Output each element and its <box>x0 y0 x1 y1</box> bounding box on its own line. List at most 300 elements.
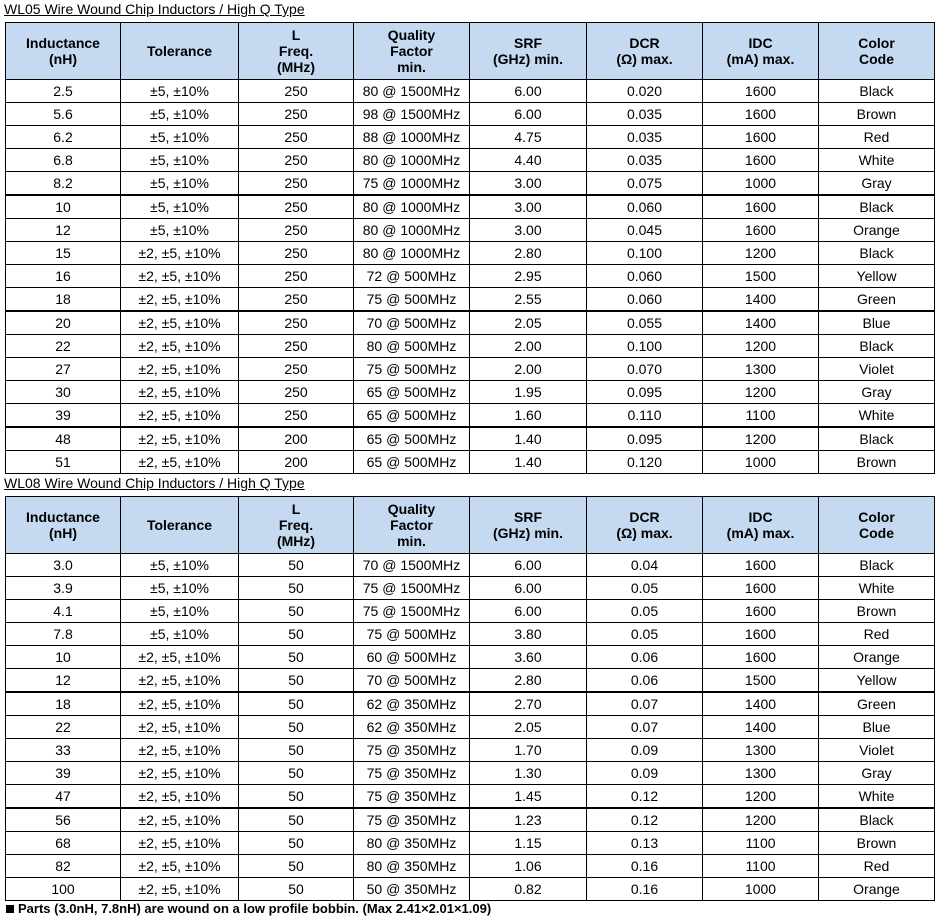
color-code-cell: Red <box>819 126 935 149</box>
inductance-cell: 5.6 <box>6 103 121 126</box>
color-code-cell: Red <box>819 623 935 646</box>
tolerance-cell: ±5, ±10% <box>121 172 239 196</box>
idc-cell: 1300 <box>703 762 819 785</box>
header-label-line: Tolerance <box>146 517 213 533</box>
header-label-line: (mA) max. <box>726 51 795 67</box>
srf-cell: 1.70 <box>470 739 587 762</box>
idc-cell: 1000 <box>703 172 819 196</box>
frequency-cell: 50 <box>239 739 354 762</box>
tolerance-cell: ±2, ±5, ±10% <box>121 692 239 716</box>
inductance-cell: 30 <box>6 381 121 404</box>
srf-cell: 1.23 <box>470 808 587 832</box>
srf-header <box>470 23 587 80</box>
quality-factor-cell: 70 @ 500MHz <box>354 311 470 335</box>
srf-cell: 0.82 <box>470 878 587 901</box>
table-row <box>6 554 935 577</box>
frequency-cell: 50 <box>239 554 354 577</box>
color-code-cell: Black <box>819 80 935 103</box>
idc-cell: 1500 <box>703 265 819 288</box>
header-label-line: Factor <box>390 43 433 59</box>
table-row <box>6 335 935 358</box>
srf-cell: 3.00 <box>470 219 587 242</box>
color-code-cell: Black <box>819 195 935 219</box>
frequency-cell: 50 <box>239 785 354 809</box>
srf-cell: 1.60 <box>470 404 587 428</box>
tolerance-cell: ±2, ±5, ±10% <box>121 855 239 878</box>
frequency-cell: 250 <box>239 103 354 126</box>
table-row <box>6 808 935 832</box>
inductance-cell: 18 <box>6 692 121 716</box>
tolerance-header <box>121 23 239 80</box>
inductance-cell: 100 <box>6 878 121 901</box>
header-label-line: Freq. <box>278 517 314 533</box>
header-label-line: SRF <box>514 509 542 525</box>
dcr-cell: 0.110 <box>587 404 703 428</box>
table-row <box>6 692 935 716</box>
table-row <box>6 288 935 312</box>
quality-factor-cell: 62 @ 350MHz <box>354 716 470 739</box>
section-title-wl08: WL08 Wire Wound Chip Inductors / High Q Type <box>4 475 305 491</box>
idc-cell: 1400 <box>703 692 819 716</box>
tolerance-cell: ±2, ±5, ±10% <box>121 808 239 832</box>
frequency-cell: 250 <box>239 126 354 149</box>
table-row <box>6 646 935 669</box>
frequency-cell: 250 <box>239 80 354 103</box>
srf-cell: 4.40 <box>470 149 587 172</box>
srf-cell: 3.00 <box>470 172 587 196</box>
color-code-cell: Blue <box>819 716 935 739</box>
header-label-line: Quality <box>387 501 436 517</box>
dcr-cell: 0.07 <box>587 716 703 739</box>
srf-cell: 2.05 <box>470 311 587 335</box>
header-label-line: Tolerance <box>146 43 213 59</box>
header-label-line: min. <box>397 533 426 549</box>
color-code-cell: Gray <box>819 381 935 404</box>
quality-factor-cell: 75 @ 500MHz <box>354 623 470 646</box>
color-code-cell: White <box>819 785 935 809</box>
color-code-cell: Green <box>819 692 935 716</box>
idc-cell: 1000 <box>703 451 819 474</box>
table-row <box>6 172 935 196</box>
dcr-cell: 0.05 <box>587 600 703 623</box>
frequency-cell: 50 <box>239 646 354 669</box>
dcr-cell: 0.05 <box>587 623 703 646</box>
table-row <box>6 358 935 381</box>
inductance-cell: 7.8 <box>6 623 121 646</box>
quality-factor-header <box>354 23 470 80</box>
inductance-cell: 51 <box>6 451 121 474</box>
header-row <box>6 23 935 80</box>
header-label-line: SRF <box>514 35 542 51</box>
inductance-header <box>6 23 121 80</box>
dcr-cell: 0.05 <box>587 577 703 600</box>
dcr-cell: 0.060 <box>587 195 703 219</box>
spec-table-wl08 <box>5 496 935 901</box>
frequency-cell: 250 <box>239 219 354 242</box>
frequency-cell: 250 <box>239 358 354 381</box>
frequency-header <box>239 23 354 80</box>
frequency-cell: 250 <box>239 149 354 172</box>
header-label-line: Color <box>858 35 895 51</box>
color-code-cell: Blue <box>819 311 935 335</box>
srf-cell: 6.00 <box>470 80 587 103</box>
idc-cell: 1600 <box>703 623 819 646</box>
dcr-cell: 0.13 <box>587 832 703 855</box>
quality-factor-cell: 70 @ 1500MHz <box>354 554 470 577</box>
header-label-line: Inductance <box>26 35 100 51</box>
tolerance-cell: ±5, ±10% <box>121 623 239 646</box>
srf-cell: 6.00 <box>470 600 587 623</box>
inductance-cell: 33 <box>6 739 121 762</box>
inductance-cell: 2.5 <box>6 80 121 103</box>
dcr-cell: 0.100 <box>587 242 703 265</box>
table-row <box>6 600 935 623</box>
tolerance-cell: ±5, ±10% <box>121 149 239 172</box>
srf-cell: 6.00 <box>470 577 587 600</box>
tolerance-cell: ±5, ±10% <box>121 103 239 126</box>
tolerance-cell: ±5, ±10% <box>121 554 239 577</box>
inductance-cell: 22 <box>6 716 121 739</box>
tolerance-cell: ±2, ±5, ±10% <box>121 669 239 693</box>
table-row <box>6 80 935 103</box>
frequency-cell: 50 <box>239 808 354 832</box>
idc-cell: 1400 <box>703 311 819 335</box>
header-row <box>6 497 935 554</box>
inductance-cell: 16 <box>6 265 121 288</box>
color-code-cell: Orange <box>819 219 935 242</box>
header-label-line: Color <box>858 509 895 525</box>
frequency-cell: 50 <box>239 716 354 739</box>
srf-cell: 6.00 <box>470 103 587 126</box>
srf-cell: 2.05 <box>470 716 587 739</box>
srf-cell: 3.00 <box>470 195 587 219</box>
header-label-line: Freq. <box>278 43 314 59</box>
tolerance-cell: ±2, ±5, ±10% <box>121 427 239 451</box>
quality-factor-cell: 80 @ 1500MHz <box>354 80 470 103</box>
tolerance-cell: ±2, ±5, ±10% <box>121 762 239 785</box>
dcr-header <box>587 497 703 554</box>
inductance-cell: 10 <box>6 646 121 669</box>
srf-cell: 2.80 <box>470 242 587 265</box>
table-row <box>6 762 935 785</box>
header-label-line: (MHz) <box>276 59 316 75</box>
color-code-cell: Brown <box>819 832 935 855</box>
frequency-cell: 200 <box>239 451 354 474</box>
inductance-cell: 4.1 <box>6 600 121 623</box>
inductance-cell: 39 <box>6 762 121 785</box>
frequency-cell: 250 <box>239 288 354 312</box>
spec-table-wl05 <box>5 22 935 474</box>
inductance-cell: 47 <box>6 785 121 809</box>
table-row <box>6 103 935 126</box>
tolerance-cell: ±2, ±5, ±10% <box>121 739 239 762</box>
header-label-line: (Ω) max. <box>616 525 673 541</box>
table-row <box>6 716 935 739</box>
idc-cell: 1200 <box>703 808 819 832</box>
header-label-line: IDC <box>748 509 773 525</box>
frequency-cell: 50 <box>239 600 354 623</box>
table-row <box>6 577 935 600</box>
frequency-cell: 250 <box>239 381 354 404</box>
dcr-cell: 0.16 <box>587 855 703 878</box>
color-code-cell: Orange <box>819 646 935 669</box>
idc-cell: 1200 <box>703 381 819 404</box>
tolerance-cell: ±2, ±5, ±10% <box>121 832 239 855</box>
header-label-line: Code <box>859 525 894 541</box>
idc-cell: 1200 <box>703 427 819 451</box>
header-label-line: (nH) <box>49 51 77 67</box>
color-code-cell: Red <box>819 855 935 878</box>
quality-factor-cell: 72 @ 500MHz <box>354 265 470 288</box>
color-code-cell: White <box>819 404 935 428</box>
color-code-cell: Black <box>819 554 935 577</box>
srf-cell: 4.75 <box>470 126 587 149</box>
header-label-line: DCR <box>629 509 660 525</box>
tolerance-cell: ±5, ±10% <box>121 577 239 600</box>
header-label-line: Quality <box>387 27 436 43</box>
color-code-cell: White <box>819 149 935 172</box>
dcr-cell: 0.09 <box>587 739 703 762</box>
tolerance-cell: ±2, ±5, ±10% <box>121 265 239 288</box>
tolerance-cell: ±2, ±5, ±10% <box>121 646 239 669</box>
inductance-cell: 8.2 <box>6 172 121 196</box>
frequency-cell: 250 <box>239 195 354 219</box>
idc-cell: 1400 <box>703 716 819 739</box>
dcr-cell: 0.070 <box>587 358 703 381</box>
inductance-cell: 20 <box>6 311 121 335</box>
dcr-cell: 0.035 <box>587 126 703 149</box>
idc-cell: 1300 <box>703 739 819 762</box>
idc-cell: 1600 <box>703 554 819 577</box>
frequency-cell: 50 <box>239 623 354 646</box>
srf-cell: 3.60 <box>470 646 587 669</box>
inductance-cell: 6.2 <box>6 126 121 149</box>
inductance-cell: 27 <box>6 358 121 381</box>
inductance-cell: 15 <box>6 242 121 265</box>
srf-cell: 2.95 <box>470 265 587 288</box>
color-code-cell: Violet <box>819 358 935 381</box>
frequency-cell: 250 <box>239 311 354 335</box>
table-row <box>6 739 935 762</box>
inductance-cell: 68 <box>6 832 121 855</box>
idc-cell: 1600 <box>703 126 819 149</box>
color-code-header <box>819 23 935 80</box>
color-code-cell: Black <box>819 427 935 451</box>
color-code-cell: Violet <box>819 739 935 762</box>
inductance-cell: 10 <box>6 195 121 219</box>
tolerance-cell: ±5, ±10% <box>121 195 239 219</box>
quality-factor-cell: 70 @ 500MHz <box>354 669 470 693</box>
inductance-cell: 3.0 <box>6 554 121 577</box>
dcr-cell: 0.120 <box>587 451 703 474</box>
dcr-cell: 0.12 <box>587 785 703 809</box>
inductance-cell: 12 <box>6 219 121 242</box>
quality-factor-cell: 75 @ 500MHz <box>354 288 470 312</box>
tolerance-header <box>121 497 239 554</box>
inductance-header <box>6 497 121 554</box>
quality-factor-cell: 62 @ 350MHz <box>354 692 470 716</box>
table-row <box>6 623 935 646</box>
color-code-cell: Brown <box>819 451 935 474</box>
header-label-line: IDC <box>748 35 773 51</box>
table-row <box>6 242 935 265</box>
idc-cell: 1100 <box>703 855 819 878</box>
table-row <box>6 265 935 288</box>
header-label-line: Code <box>859 51 894 67</box>
table-row <box>6 311 935 335</box>
frequency-cell: 50 <box>239 669 354 693</box>
srf-cell: 6.00 <box>470 554 587 577</box>
dcr-cell: 0.100 <box>587 335 703 358</box>
color-code-cell: Orange <box>819 878 935 901</box>
idc-cell: 1200 <box>703 785 819 809</box>
srf-cell: 2.55 <box>470 288 587 312</box>
dcr-cell: 0.095 <box>587 427 703 451</box>
color-code-cell: Brown <box>819 600 935 623</box>
table-row <box>6 149 935 172</box>
tolerance-cell: ±2, ±5, ±10% <box>121 288 239 312</box>
quality-factor-cell: 80 @ 1000MHz <box>354 149 470 172</box>
idc-cell: 1600 <box>703 577 819 600</box>
srf-cell: 1.40 <box>470 427 587 451</box>
table-row <box>6 669 935 693</box>
quality-factor-cell: 88 @ 1000MHz <box>354 126 470 149</box>
table-row <box>6 855 935 878</box>
frequency-header <box>239 497 354 554</box>
header-label-line: (MHz) <box>276 533 316 549</box>
idc-cell: 1600 <box>703 103 819 126</box>
srf-cell: 1.15 <box>470 832 587 855</box>
dcr-cell: 0.035 <box>587 103 703 126</box>
srf-cell: 2.00 <box>470 335 587 358</box>
color-code-cell: Black <box>819 808 935 832</box>
srf-cell: 1.40 <box>470 451 587 474</box>
idc-cell: 1100 <box>703 832 819 855</box>
idc-cell: 1600 <box>703 646 819 669</box>
srf-cell: 1.95 <box>470 381 587 404</box>
frequency-cell: 50 <box>239 832 354 855</box>
tolerance-cell: ±2, ±5, ±10% <box>121 878 239 901</box>
header-label-line: Inductance <box>26 509 100 525</box>
srf-cell: 2.70 <box>470 692 587 716</box>
inductance-cell: 56 <box>6 808 121 832</box>
inductance-cell: 82 <box>6 855 121 878</box>
color-code-cell: Yellow <box>819 265 935 288</box>
header-label-line: min. <box>397 59 426 75</box>
dcr-cell: 0.035 <box>587 149 703 172</box>
color-code-cell: Black <box>819 242 935 265</box>
idc-cell: 1600 <box>703 149 819 172</box>
srf-cell: 1.06 <box>470 855 587 878</box>
idc-cell: 1200 <box>703 335 819 358</box>
color-code-cell: Green <box>819 288 935 312</box>
table-row <box>6 451 935 474</box>
color-code-cell: Gray <box>819 172 935 196</box>
frequency-cell: 50 <box>239 878 354 901</box>
inductance-cell: 48 <box>6 427 121 451</box>
frequency-cell: 250 <box>239 265 354 288</box>
frequency-cell: 50 <box>239 762 354 785</box>
idc-cell: 1500 <box>703 669 819 693</box>
srf-cell: 2.80 <box>470 669 587 693</box>
tolerance-cell: ±2, ±5, ±10% <box>121 335 239 358</box>
tolerance-cell: ±5, ±10% <box>121 126 239 149</box>
idc-cell: 1600 <box>703 80 819 103</box>
quality-factor-cell: 60 @ 500MHz <box>354 646 470 669</box>
table-row <box>6 381 935 404</box>
frequency-cell: 200 <box>239 427 354 451</box>
frequency-cell: 250 <box>239 172 354 196</box>
idc-cell: 1400 <box>703 288 819 312</box>
header-label-line: L <box>291 501 301 517</box>
dcr-header <box>587 23 703 80</box>
dcr-cell: 0.045 <box>587 219 703 242</box>
frequency-cell: 250 <box>239 242 354 265</box>
footnote-text: Parts (3.0nH, 7.8nH) are wound on a low profile bobbin. (Max 2.41×2.01×1.09) <box>18 901 492 916</box>
dcr-cell: 0.16 <box>587 878 703 901</box>
inductance-cell: 3.9 <box>6 577 121 600</box>
inductance-cell: 22 <box>6 335 121 358</box>
header-label-line: L <box>291 27 301 43</box>
dcr-cell: 0.06 <box>587 646 703 669</box>
quality-factor-cell: 75 @ 350MHz <box>354 785 470 809</box>
frequency-cell: 250 <box>239 335 354 358</box>
color-code-cell: Yellow <box>819 669 935 693</box>
srf-header <box>470 497 587 554</box>
quality-factor-cell: 75 @ 500MHz <box>354 358 470 381</box>
color-code-cell: White <box>819 577 935 600</box>
srf-cell: 1.45 <box>470 785 587 809</box>
idc-cell: 1600 <box>703 600 819 623</box>
idc-cell: 1600 <box>703 219 819 242</box>
header-label-line: (GHz) min. <box>493 525 563 541</box>
srf-cell: 2.00 <box>470 358 587 381</box>
dcr-cell: 0.095 <box>587 381 703 404</box>
dcr-cell: 0.075 <box>587 172 703 196</box>
inductance-cell: 39 <box>6 404 121 428</box>
table-row <box>6 427 935 451</box>
square-bullet-icon <box>6 905 14 913</box>
dcr-cell: 0.060 <box>587 265 703 288</box>
dcr-cell: 0.060 <box>587 288 703 312</box>
header-label-line: Factor <box>390 517 433 533</box>
header-label-line: (GHz) min. <box>493 51 563 67</box>
table-row <box>6 195 935 219</box>
quality-factor-cell: 75 @ 350MHz <box>354 762 470 785</box>
idc-cell: 1200 <box>703 242 819 265</box>
section-title-wl05: WL05 Wire Wound Chip Inductors / High Q Type <box>4 1 305 17</box>
frequency-cell: 50 <box>239 577 354 600</box>
quality-factor-cell: 80 @ 1000MHz <box>354 219 470 242</box>
quality-factor-cell: 80 @ 1000MHz <box>354 242 470 265</box>
inductance-cell: 6.8 <box>6 149 121 172</box>
tolerance-cell: ±5, ±10% <box>121 80 239 103</box>
quality-factor-cell: 65 @ 500MHz <box>354 451 470 474</box>
idc-header <box>703 497 819 554</box>
quality-factor-cell: 65 @ 500MHz <box>354 427 470 451</box>
header-label-line: (nH) <box>49 525 77 541</box>
quality-factor-header <box>354 497 470 554</box>
dcr-cell: 0.04 <box>587 554 703 577</box>
quality-factor-cell: 75 @ 1000MHz <box>354 172 470 196</box>
idc-header <box>703 23 819 80</box>
table-row <box>6 126 935 149</box>
frequency-cell: 50 <box>239 855 354 878</box>
quality-factor-cell: 80 @ 350MHz <box>354 855 470 878</box>
tolerance-cell: ±5, ±10% <box>121 600 239 623</box>
inductance-cell: 12 <box>6 669 121 693</box>
tolerance-cell: ±2, ±5, ±10% <box>121 381 239 404</box>
